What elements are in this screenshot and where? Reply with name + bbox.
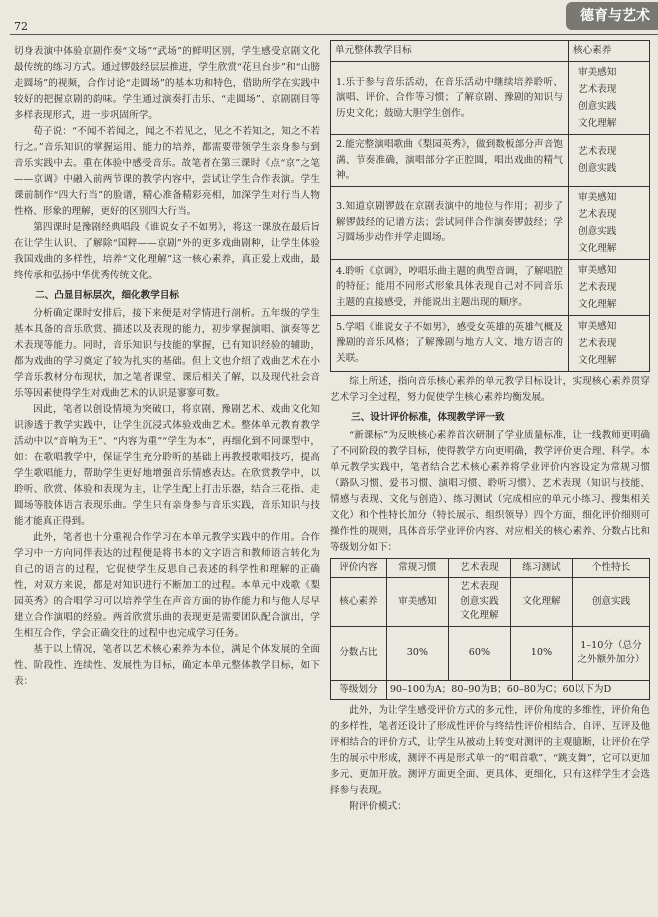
literacy-item: 艺术表现 (578, 337, 617, 349)
literacy-cell (569, 186, 650, 259)
table-header: 评价内容 (331, 558, 387, 578)
table-cell: 创意实践 (573, 578, 650, 627)
paragraph: 荀子说：“不闻不若闻之，闻之不若见之，见之不若知之，知之不若行之。”音乐知识的掌握运用、能力的培养，都需要带领学生亲身参与到音乐实践中去。重在体验中感受音乐。故笔者在第三课时《点“京”之笔——京调》中融入前两节课的教学内容中，尝试让学生合作表演。学生课前制作“四大行当”的脸谱，精心准备精彩亮相，加深学生对行当人物性格、形象的理解，更好的区别四大行当。 (14, 126, 320, 217)
paragraph: 第四课时是豫剧经典唱段《谁说女子不如男》，将这一课放在最后旨在让学生认识、了解除“国粹——京剧”外的更多戏曲剧种，让学生体验我国戏曲的多样性，培养“文化理解”这一核心素养，真正爱上戏曲，最终传承和弘扬中华优秀传统文化。 (14, 222, 320, 281)
row-label: 等级划分 (331, 680, 387, 700)
goal-cell: 1.乐于参与音乐活动，在音乐活动中继续培养聆听、演唱、评价、合作等习惯；了解京剧、豫剧的知识与历史文化；鼓励大胆学生创作。 (331, 62, 569, 135)
literacy-item: 创意实践 (578, 101, 617, 112)
table-header: 常规习惯 (386, 558, 448, 578)
table-header: 练习测试 (510, 558, 572, 578)
literacy-item: 创意实践 (578, 225, 617, 237)
row-label: 核心素养 (331, 578, 387, 627)
table-cell: 审美感知 (386, 578, 448, 627)
literacy-item: 艺术表现 (578, 281, 617, 293)
table-row (331, 62, 650, 135)
paragraph: 此外，笔者也十分重视合作学习在本单元教学实践中的作用。合作学习中一方向同伴表达的过程便是将书本的文字语言和教师语言转化为自己的语言的过程，它促使学生反思自己表述的科学性和理解的正确性，对双方来说，都是对知识进行不断加工的过程。本单元中戏歌《梨园英秀》的合唱学习可以培养学生在声音方面的协作能力和与他人尽早建立合作演唱的经验。两首欣赏乐曲的表现更是需要团队配合演出，学生相互合作，学会正确交往的过程中也完成学习任务。 (14, 532, 320, 639)
table-row (331, 315, 650, 371)
literacy-cell (569, 315, 650, 371)
literacy-cell (569, 135, 650, 187)
literacy-item: 文化理解 (578, 354, 617, 366)
table-row (331, 259, 650, 315)
literacy-item: 审美感知 (578, 320, 617, 332)
goal-cell: 4.聆听《京调》，哼唱乐曲主题的典型音调，了解唱腔的特征；能用不同形式形象具体表现自己对不同音乐主题的直接感受，并能说出主题出现的顺序。 (331, 259, 569, 315)
table-row (331, 578, 650, 627)
literacy-item: 审美感知 (578, 67, 617, 78)
section-heading: 二、凸显目标层次，细化教学目标 (35, 290, 180, 301)
evaluation-table (330, 558, 650, 701)
literacy-cell (569, 259, 650, 315)
literacy-item: 文化理解 (578, 118, 617, 129)
literacy-item: 艺术表现 (578, 84, 617, 95)
table-cell: 60% (448, 626, 510, 680)
table-row (331, 680, 650, 700)
table-header: 艺术表现 (448, 558, 510, 578)
page-number: 72 (14, 20, 28, 33)
paragraph: 分析确定课时安排后，接下来便是对学情进行剖析。五年级的学生基本具备的音乐欣赏、描述以及表现的能力，初步掌握演唱、演奏等艺术表现等能力。同时，音乐知识与技能的掌握，已有知识经验的辅助，都为戏曲的学习奠定了较为扎实的基础。但上文也介绍了戏曲艺术在小学音乐教材分布现状，加之笔者课堂、课后相关了解，以及现代社会音乐等因素使得学生对戏曲艺术的认识是寥寥可数。 (14, 308, 320, 399)
table-row (331, 626, 650, 680)
goal-cell: 5.学唱《谁说女子不如男》，感受女英雄的英雄气概及豫剧的音乐风格；了解豫剧与地方人文、地方语言的关联。 (331, 315, 569, 371)
literacy-item: 艺术表现 (578, 146, 617, 158)
table-cell: 1–10分（总分之外额外加分） (573, 626, 650, 680)
table-header: 单元整体教学目标 (331, 41, 569, 62)
paragraph: 基于以上情况，笔者以艺术核心素养为本位，满足个体发展的全面性、阶段性、连续性、发展性为目标，确定本单元整体教学目标，如下表： (14, 644, 320, 687)
goal-cell: 2.能完整演唱歌曲《梨园英秀》，做到数板部分声音饱满、节奏准确，演唱部分字正腔圆，唱出戏曲的精气神。 (331, 135, 569, 187)
journal-name-tab: 德育与艺术 (566, 2, 658, 30)
left-column (14, 44, 320, 690)
literacy-item: 审美感知 (578, 191, 617, 203)
paragraph: 此外，为让学生感受评价方式的多元性，评价角度的多维性，评价角色的多样性，笔者还设计了形成性评价与终结性评价相结合、自评、互评及他评相结合的评价方式，让学生从被动上转变对测评的主观臆断，让评价在学生的展示中形成，测评不再是形式单一的“唱首歌”、“跳支舞”，它可以更加多元、更加开放。测评方面更全面、更具体、更细化，只有这样学生才会选择参与表现。 (330, 705, 650, 796)
section-heading: 三、设计评价标准，体现教学评一致 (351, 411, 505, 423)
row-label: 分数占比 (331, 626, 387, 680)
right-column (330, 40, 650, 815)
paragraph: “新课标”为反映核心素养首次研制了学业质量标准，让一线教师更明确了不同阶段的教学目标，使得教学方向更明确，教学评价更合理、科学。本单元教学实践中，笔者结合艺术核心素养将学业评价内容设定为常规习惯（路队习惯、爱书习惯、演唱习惯、聆听习惯）、艺术表现（知识与技能、情感与表现、文化与创造）、练习测试（完成相应的单元小练习、搜集相关文化）和个性特长加分（特长展示、组织领导）四个方面，细化评价细则可操作性的规则，具体音乐学业评价内容、对应相关的核心素养、分数占比和等级划分如下： (330, 429, 650, 553)
literacy-item: 艺术表现 (578, 208, 617, 220)
header-rule (10, 34, 658, 35)
paragraph: 附评价模式： (349, 801, 407, 812)
literacy-item: 文化理解 (578, 298, 617, 310)
table-cell: 10% (510, 626, 572, 680)
table-row (331, 135, 650, 187)
table-cell: 艺术表现 创意实践 文化理解 (448, 578, 510, 627)
table-cell: 30% (386, 626, 448, 680)
literacy-item: 创意实践 (578, 163, 617, 175)
literacy-item: 文化理解 (578, 242, 617, 254)
paragraph: 综上所述，指向音乐核心素养的单元教学目标设计，实现核心素养贯穿艺术学习全过程，努力促使学生核心素养均衡发展。 (330, 375, 650, 403)
paragraph: 切身表演中体验京剧作奏“文场”“武场”的鲜明区别，学生感受京剧文化最传统的练习方式。通过锣鼓经层层推进，学生欣赏“花旦台步”和“山膀走圆场”的视频，合作讨论“走圆场”的基本功和特色，借助所学在实践中较好的把握京剧的韵味。学生通过演奏打击乐、“走圆场”、京剧剧目等多样表现形式，进一步巩固所学。 (14, 46, 320, 121)
table-header: 核心素养 (569, 41, 650, 62)
paragraph: 因此，笔者以创设情境为突破口，将京剧、豫剧艺术、戏曲文化知识渗透于教学实践中，让学生沉浸式体验戏曲艺术。整体单元教育教学活动中以“音响为王”、“内容为重”“学生为本”，再细化到不同课型中，如：在歌唱教学中，保证学生充分聆听的基础上再教授歌唱技巧，提高学生歌唱能力，帮助学生更好地增强音乐情感表达。在欣赏教学中，以聆听、欣赏、体验和表现为主，让学生配上打击乐器，结合三花指、走圆场等肢体语言表现乐曲。学生只有亲身参与音乐实践，音乐知识与技能才能真正得到。 (14, 404, 320, 527)
table-cell: 文化理解 (510, 578, 572, 627)
unit-goals-table (330, 40, 650, 372)
table-row (331, 186, 650, 259)
table-header: 个性特长 (573, 558, 650, 578)
literacy-item: 审美感知 (578, 264, 617, 276)
literacy-cell (569, 62, 650, 135)
table-cell: 90–100为A；80–90为B；60–80为C；60以下为D (386, 680, 649, 700)
goal-cell: 3.知道京剧锣鼓在京剧表演中的地位与作用；初步了解锣鼓经的记谱方法；尝试同伴合作演奏锣鼓经；学习圆场步动作并学走圆场。 (331, 186, 569, 259)
